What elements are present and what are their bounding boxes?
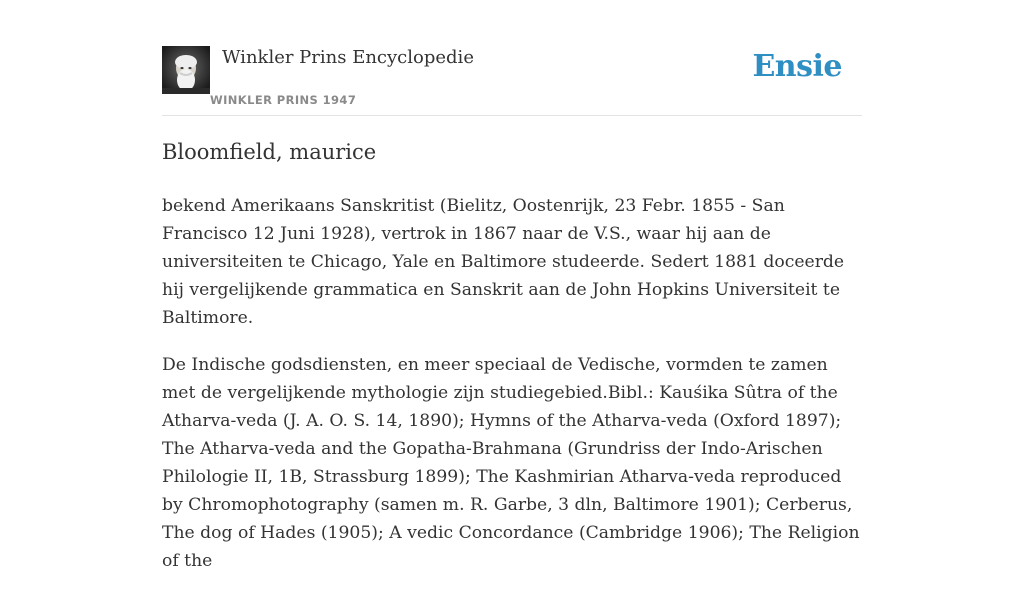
brand-logo[interactable]: Ensie — [752, 49, 842, 84]
article-title: Bloomfield, maurice — [162, 140, 377, 164]
site-title[interactable]: Winkler Prins Encyclopedie — [222, 47, 474, 68]
site-header — [162, 46, 862, 116]
article-paragraph: De Indische godsdiensten, en meer speciaal de Vedische, vormden te zamen met de vergelijkende mythologie zijn studiegebied.Bibl.: Kauśika Sûtra of the Atharva-veda (J. A. O. S. 14, 1890); Hymns of the Atharva-veda (Oxford 1897); The Atharva-veda and the Gopatha-Brahmana (Grundriss der Indo-Arischen Philologie II, 1B, Strassburg 1899); The Kashmirian Atharva-veda reproduced by Chromophotography (samen m. R. Garbe, 3 dln, Baltimore 1901); Cerberus, The dog of Hades (1905); A vedic Concordance (Cambridge 1906); The Religion of the — [162, 355, 860, 571]
site-subtitle[interactable]: WINKLER PRINS 1947 — [210, 93, 357, 107]
portrait-avatar-icon[interactable] — [162, 46, 210, 94]
article-body — [162, 192, 864, 594]
article-paragraph: bekend Amerikaans Sanskritist (Bielitz, Oostenrijk, 23 Febr. 1855 - San Francisco 12 Juni 1928), vertrok in 1867 naar de V.S., waar hij aan de universiteiten te Chicago, Yale en Baltimore studeerde. Sedert 1881 doceerde hij vergelijkende grammatica en Sanskrit aan de John Hopkins Universiteit te Baltimore. — [162, 196, 845, 328]
header-divider — [162, 115, 862, 116]
